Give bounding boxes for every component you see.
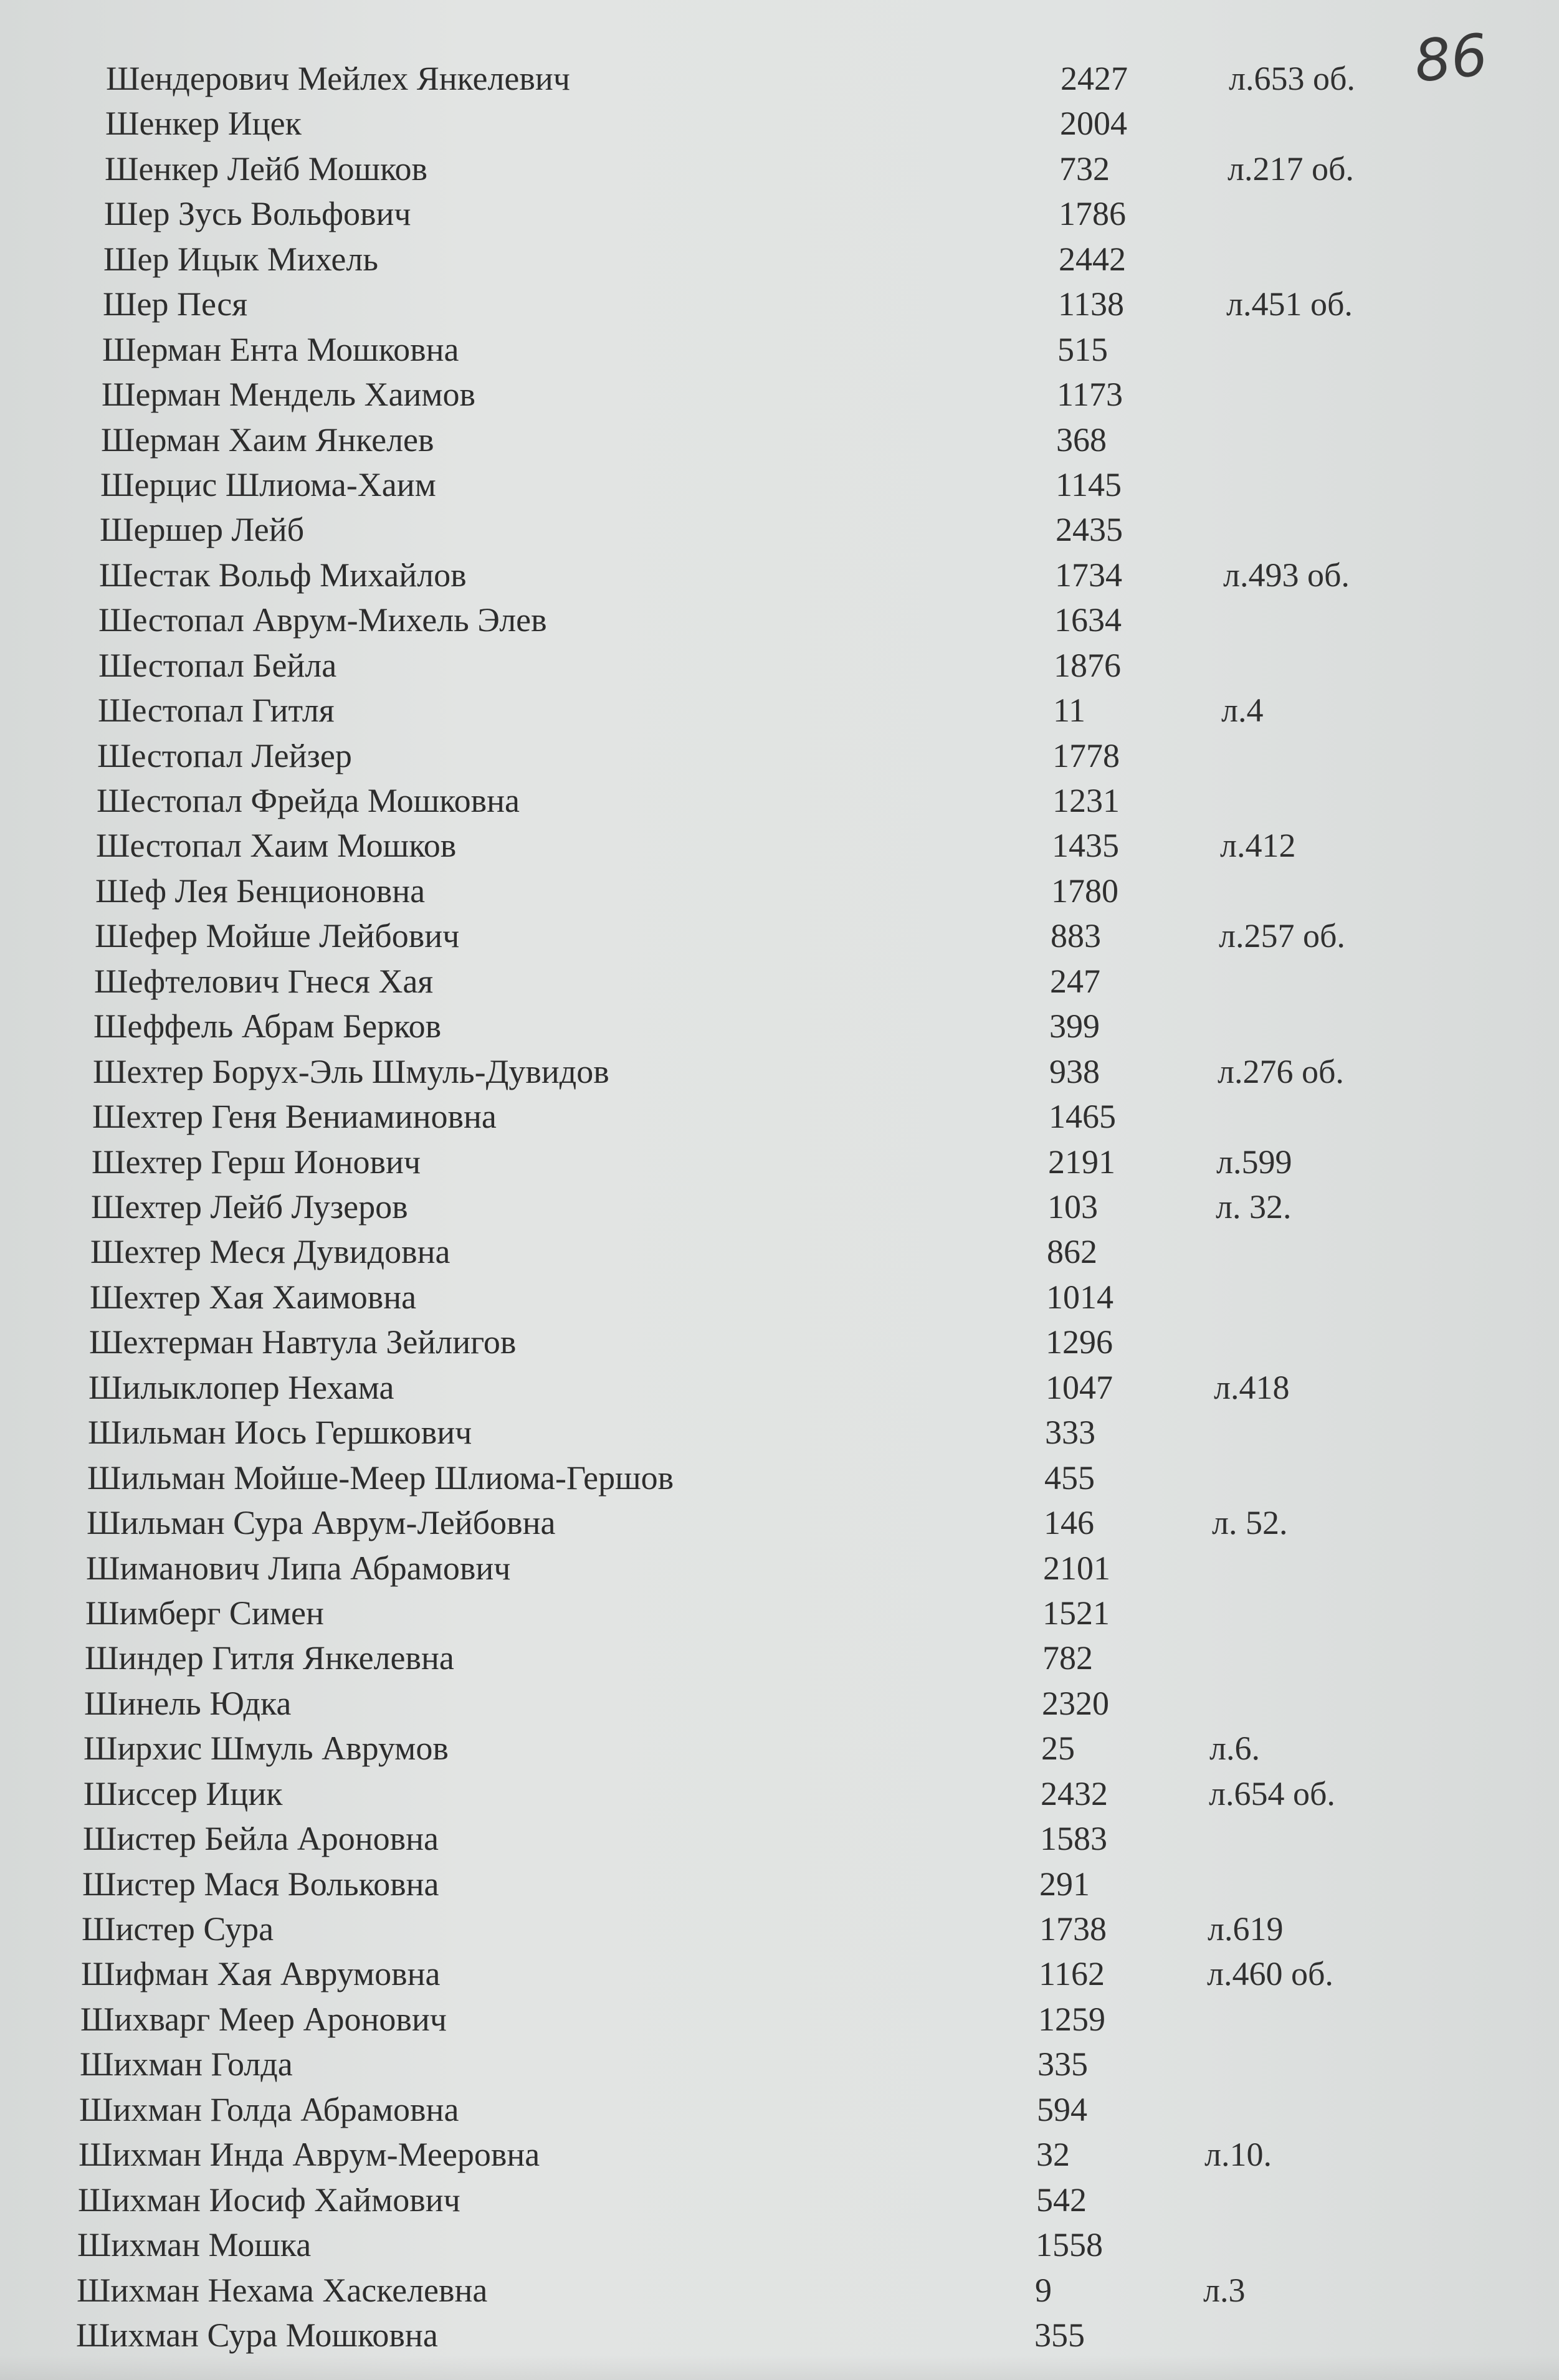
list-item: [0, 688, 1559, 733]
list-item: [0, 146, 1559, 191]
entry-name: Шихман Голда Абрамовна: [79, 2091, 459, 2128]
entry-name: Шерман Ента Мошковна: [102, 331, 459, 368]
entry-number: 2432: [1041, 1775, 1108, 1812]
list-item: [0, 959, 1559, 1004]
entry-number: 103: [1047, 1188, 1098, 1226]
entry-name: Шершер Лейб: [100, 511, 305, 548]
list-item: [0, 1229, 1559, 1274]
entry-folio-ref: л.412: [1220, 827, 1296, 864]
list-item: [0, 1771, 1559, 1816]
entry-number: 594: [1037, 2091, 1087, 2128]
list-item: [0, 1546, 1559, 1591]
list-item: [0, 913, 1559, 958]
entry-number: 2191: [1048, 1143, 1115, 1181]
entry-name: Шистер Бейла Ароновна: [83, 1820, 439, 1857]
entry-name: Шехтер Лейб Лузеров: [91, 1188, 408, 1226]
entry-number: 1435: [1052, 827, 1119, 864]
entry-number: 1047: [1046, 1369, 1113, 1406]
list-item: [0, 1591, 1559, 1635]
entry-number: 2101: [1043, 1549, 1110, 1587]
list-item: [0, 282, 1559, 326]
entry-name: Шеффель Абрам Берков: [93, 1007, 442, 1045]
entry-folio-ref: л.257 об.: [1219, 917, 1345, 954]
entry-number: 1583: [1040, 1820, 1107, 1857]
entry-name: Шехтер Борух-Эль Шмуль-Дувидов: [93, 1053, 609, 1090]
entry-name: Шестак Вольф Михайлов: [99, 556, 467, 594]
list-item: [0, 1184, 1559, 1229]
entry-folio-ref: л. 32.: [1216, 1188, 1292, 1226]
entry-number: 1734: [1055, 556, 1122, 594]
entry-name: Шенкер Ицек: [105, 105, 302, 142]
entry-name: Ширхис Шмуль Аврумов: [83, 1730, 449, 1767]
list-item: [0, 101, 1559, 146]
entry-name: Шестопал Фрейда Мошковна: [97, 782, 520, 819]
list-item: [0, 2132, 1559, 2177]
list-item: [0, 191, 1559, 236]
list-item: [0, 462, 1559, 507]
entry-folio-ref: л.3: [1203, 2272, 1246, 2309]
entry-name: Шиндер Гитля Янкелевна: [85, 1639, 454, 1677]
list-item: [0, 1816, 1559, 1861]
list-item: [0, 733, 1559, 778]
list-item: [0, 553, 1559, 597]
entry-folio-ref: л. 52.: [1212, 1504, 1288, 1541]
entry-name: Шестопал Бейла: [98, 647, 337, 684]
list-item: [0, 2268, 1559, 2313]
entry-number: 368: [1056, 421, 1107, 459]
list-item: [0, 372, 1559, 417]
entry-number: 1162: [1039, 1955, 1105, 1992]
entry-name: Шихман Голда: [80, 2045, 293, 2083]
list-item: [0, 1635, 1559, 1680]
entry-name: Шестопал Хаим Мошков: [96, 827, 457, 864]
entry-name: Шехтерман Навтула Зейлигов: [89, 1323, 517, 1361]
entry-folio-ref: л.619: [1208, 1910, 1284, 1948]
entry-folio-ref: л.654 об.: [1209, 1775, 1335, 1812]
list-item: [0, 1140, 1559, 1184]
entry-number: 2442: [1059, 240, 1126, 278]
entry-name: Шистер Сура: [82, 1910, 274, 1948]
entry-name: Шихман Сура Мошковна: [76, 2316, 438, 2354]
entry-number: 247: [1050, 963, 1100, 1000]
handwritten-page-number: 86: [1411, 21, 1491, 95]
list-item: [0, 417, 1559, 462]
entry-number: 782: [1042, 1639, 1093, 1677]
list-item: [0, 823, 1559, 868]
entry-name: Шихман Мошка: [77, 2226, 312, 2263]
list-item: [0, 643, 1559, 688]
list-item: [0, 597, 1559, 642]
entry-number: 2320: [1042, 1685, 1109, 1722]
entry-number: 938: [1049, 1053, 1100, 1090]
entry-number: 732: [1059, 150, 1110, 188]
entry-number: 2004: [1060, 105, 1127, 142]
list-item: [0, 2042, 1559, 2087]
entry-name: Шестопал Аврум-Михель Элев: [98, 601, 547, 639]
entry-number: 1173: [1057, 376, 1123, 413]
entry-name: Шимберг Симен: [85, 1594, 324, 1632]
entry-name: Шифман Хая Аврумовна: [81, 1955, 441, 1992]
entry-number: 542: [1036, 2181, 1087, 2219]
entry-number: 355: [1034, 2316, 1085, 2354]
entry-name: Шерман Хаим Янкелев: [101, 421, 434, 459]
entry-name: Шехтер Меся Дувидовна: [90, 1233, 451, 1270]
list-item: [0, 2222, 1559, 2267]
entry-name: Шиманович Липа Абрамович: [86, 1549, 511, 1587]
list-item: [0, 1951, 1559, 1996]
list-item: [0, 1320, 1559, 1364]
entry-name: Шихварг Меер Аронович: [80, 2001, 447, 2038]
entry-name: Шихман Нехама Хаскелевна: [77, 2272, 488, 2309]
entry-number: 1231: [1052, 782, 1120, 819]
entry-name: Шенкер Лейб Мошков: [105, 150, 428, 188]
entry-folio-ref: л.6.: [1209, 1730, 1260, 1767]
entry-number: 399: [1049, 1007, 1100, 1045]
entry-folio-ref: л.276 об.: [1218, 1053, 1344, 1090]
entry-name: Шефтелович Гнеся Хая: [94, 963, 434, 1000]
entry-number: 1145: [1056, 466, 1122, 503]
list-item: [0, 1681, 1559, 1726]
entry-name: Шестопал Гитля: [98, 692, 335, 729]
entry-name: Шиссер Ицик: [83, 1775, 283, 1812]
entry-name: Шер Ицык Михель: [103, 240, 378, 278]
entry-number: 862: [1047, 1233, 1097, 1270]
list-item: [0, 869, 1559, 913]
entry-name: Шеф Лея Бенционовна: [95, 872, 426, 910]
entry-number: 9: [1035, 2272, 1052, 2309]
list-item: [0, 1004, 1559, 1049]
entry-number: 32: [1036, 2136, 1070, 2173]
list-item: [0, 1997, 1559, 2042]
entry-number: 1778: [1052, 737, 1120, 774]
entry-number: 515: [1057, 331, 1108, 368]
list-item: [0, 327, 1559, 372]
entry-name: Шестопал Лейзер: [97, 737, 352, 774]
page-edge-shadow: [0, 2355, 1559, 2380]
list-item: [0, 56, 1559, 101]
entry-name: Шильман Мойше-Меер Шлиома-Гершов: [87, 1459, 674, 1497]
entry-folio-ref: л.217 об.: [1228, 150, 1354, 188]
list-item: [0, 1410, 1559, 1455]
list-item: [0, 237, 1559, 282]
entry-name: Шерцис Шлиома-Хаим: [100, 466, 436, 503]
entry-name: Шильман Сура Аврум-Лейбовна: [87, 1504, 556, 1541]
entry-number: 1876: [1054, 647, 1121, 684]
entry-number: 2435: [1056, 511, 1123, 548]
entry-folio-ref: л.451 об.: [1226, 285, 1353, 323]
list-item: [0, 778, 1559, 823]
list-item: [0, 1906, 1559, 1951]
entry-number: 11: [1053, 692, 1085, 729]
entry-folio-ref: л.653 об.: [1229, 60, 1355, 97]
entry-number: 291: [1039, 1865, 1090, 1903]
entry-name: Шефер Мойше Лейбович: [95, 917, 460, 954]
list-item: [0, 1049, 1559, 1094]
entry-number: 333: [1045, 1414, 1095, 1451]
list-item: [0, 2313, 1559, 2358]
entry-number: 1465: [1049, 1098, 1116, 1135]
entry-number: 1521: [1042, 1594, 1110, 1632]
entry-name: Шистер Мася Вольковна: [82, 1865, 439, 1903]
entry-name: Шер Зусь Вольфович: [104, 195, 411, 232]
entry-name: Шихман Иосиф Хаймович: [78, 2181, 460, 2219]
entry-number: 25: [1041, 1730, 1075, 1767]
entry-name: Шехтер Герш Ионович: [92, 1143, 421, 1181]
entry-name: Шехтер Геня Вениаминовна: [92, 1098, 497, 1135]
entry-folio-ref: л.493 об.: [1223, 556, 1350, 594]
entry-folio-ref: л.10.: [1204, 2136, 1272, 2173]
entry-number: 2427: [1061, 60, 1128, 97]
list-item: [0, 1500, 1559, 1545]
list-item: [0, 507, 1559, 552]
entry-number: 455: [1044, 1459, 1095, 1497]
entry-number: 335: [1037, 2045, 1088, 2083]
entry-number: 1259: [1038, 2001, 1105, 2038]
entry-name: Шинель Юдка: [84, 1685, 292, 1722]
list-item: [0, 2087, 1559, 2132]
entry-number: 1138: [1058, 285, 1124, 323]
entry-folio-ref: л.599: [1216, 1143, 1292, 1181]
entry-name: Шерман Мендель Хаимов: [102, 376, 476, 413]
entry-number: 1786: [1059, 195, 1126, 232]
entry-folio-ref: л.418: [1214, 1369, 1290, 1406]
entry-number: 1738: [1039, 1910, 1107, 1948]
list-item: [0, 1726, 1559, 1771]
entry-name: Шилыклопер Нехама: [88, 1369, 394, 1406]
list-item: [0, 1862, 1559, 1906]
list-item: [0, 1365, 1559, 1410]
entry-name: Шехтер Хая Хаимовна: [90, 1278, 417, 1316]
entry-number: 1780: [1051, 872, 1118, 910]
list-item: [0, 1094, 1559, 1139]
entry-folio-ref: л.4: [1221, 692, 1264, 729]
entry-name: Шер Песя: [103, 285, 248, 323]
list-item: [0, 1275, 1559, 1320]
entry-name: Шильман Иось Гершкович: [88, 1414, 472, 1451]
entry-number: 1558: [1036, 2226, 1103, 2263]
entry-number: 1634: [1054, 601, 1122, 639]
entry-folio-ref: л.460 об.: [1207, 1955, 1333, 1992]
list-item: [0, 2178, 1559, 2222]
entry-name: Шендерович Мейлех Янкелевич: [106, 60, 570, 97]
entry-number: 883: [1051, 917, 1101, 954]
entry-number: 1296: [1046, 1323, 1113, 1361]
entry-number: 146: [1044, 1504, 1094, 1541]
entry-name: Шихман Инда Аврум-Мееровна: [79, 2136, 540, 2173]
list-item: [0, 1455, 1559, 1500]
entry-number: 1014: [1046, 1278, 1113, 1316]
